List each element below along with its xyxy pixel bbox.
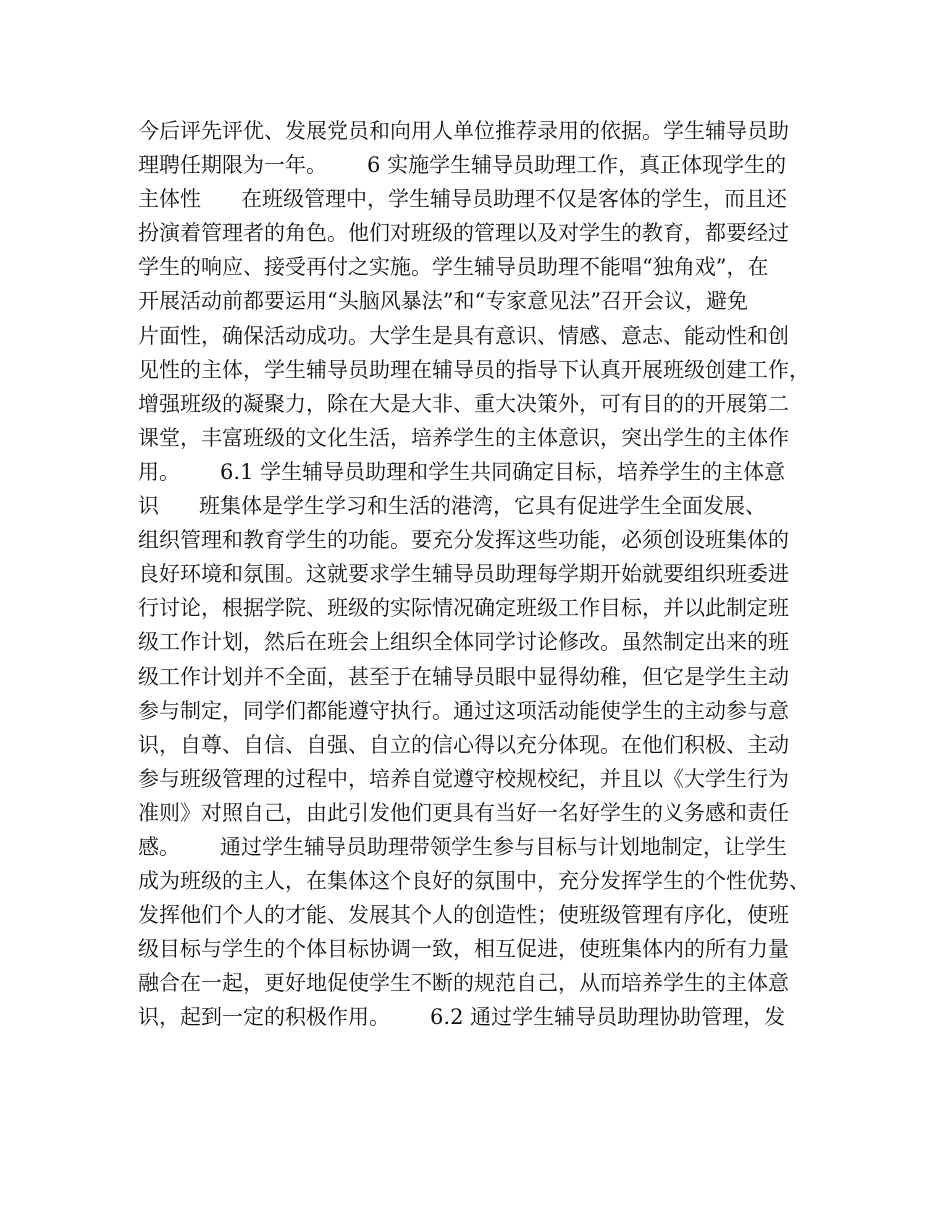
body-text <box>138 114 838 1035</box>
text-line: 课堂，丰富班级的文化生活，培养学生的主体意识，突出学生的主体作 <box>138 425 789 450</box>
text-line: 参与班级管理的过程中，培养自觉遵守校规校纪，并且以《大学生行为 <box>138 766 789 791</box>
text-line: 良好环境和氛围。这就要求学生辅导员助理每学期开始就要组织班委进 <box>138 562 789 587</box>
text-line: 理聘任期限为一年。 6 实施学生辅导员助理工作，真正体现学生的 <box>138 153 787 178</box>
text-line: 今后评先评优、发展党员和向用人单位推荐录用的依据。学生辅导员助 <box>138 119 789 143</box>
text-line: 级工作计划并不全面，甚至于在辅导员眼中显得幼稚，但它是学生主动 <box>138 664 789 689</box>
text-line: 组织管理和教育学生的功能。要充分发挥这些功能，必须创设班集体的 <box>138 528 789 553</box>
text-line: 见性的主体，学生辅导员助理在辅导员的指导下认真开展班级创建工作， <box>138 357 810 382</box>
text-line: 识，自尊、自信、自强、自立的信心得以充分体现。在他们积极、主动 <box>138 732 789 757</box>
text-line: 级目标与学生的个体目标协调一致，相互促进，使班集体内的所有力量 <box>138 937 789 962</box>
text-line: 学生的响应、接受再付之实施。学生辅导员助理不能唱“独角戏”，在 <box>138 255 769 280</box>
text-line: 感。 通过学生辅导员助理带领学生参与目标与计划地制定，让学生 <box>138 834 788 859</box>
text-line: 开展活动前都要运用“头脑风暴法”和“专家意见法”召开会议，避免 <box>138 289 748 314</box>
text-line: 成为班级的主人，在集体这个良好的氛围中，充分发挥学生的个性优势、 <box>138 869 810 894</box>
text-line: 识，起到一定的积极作用。 6.2 通过学生辅导员助理协助管理，发 <box>138 1005 786 1030</box>
text-line: 发挥他们个人的才能、发展其个人的创造性；使班级管理有序化，使班 <box>138 903 789 928</box>
text-line: 融合在一起，更好地促使学生不断的规范自己，从而培养学生的主体意 <box>138 971 789 996</box>
text-line: 扮演着管理者的角色。他们对班级的管理以及对学生的教育，都要经过 <box>138 221 789 246</box>
text-line: 参与制定，同学们都能遵守执行。通过这项活动能使学生的主动参与意 <box>138 698 789 723</box>
text-line: 行讨论，根据学院、班级的实际情况确定班级工作目标，并以此制定班 <box>138 596 789 621</box>
text-line: 增强班级的凝聚力，除在大是大非、重大决策外，可有目的的开展第二 <box>138 391 789 416</box>
text-line: 用。 6.1 学生辅导员助理和学生共同确定目标，培养学生的主体意 <box>138 459 786 484</box>
text-line: 主体性 在班级管理中，学生辅导员助理不仅是客体的学生，而且还 <box>138 187 788 212</box>
text-line: 片面性，确保活动成功。大学生是具有意识、情感、意志、能动性和创 <box>138 323 789 348</box>
text-line: 识 班集体是学生学习和生活的港湾，它具有促进学生全面发展、 <box>138 494 767 519</box>
text-line: 准则》对照自己，由此引发他们更具有当好一名好学生的义务感和责任 <box>138 800 789 825</box>
text-line: 级工作计划，然后在班会上组织全体同学讨论修改。虽然制定出来的班 <box>138 630 789 655</box>
